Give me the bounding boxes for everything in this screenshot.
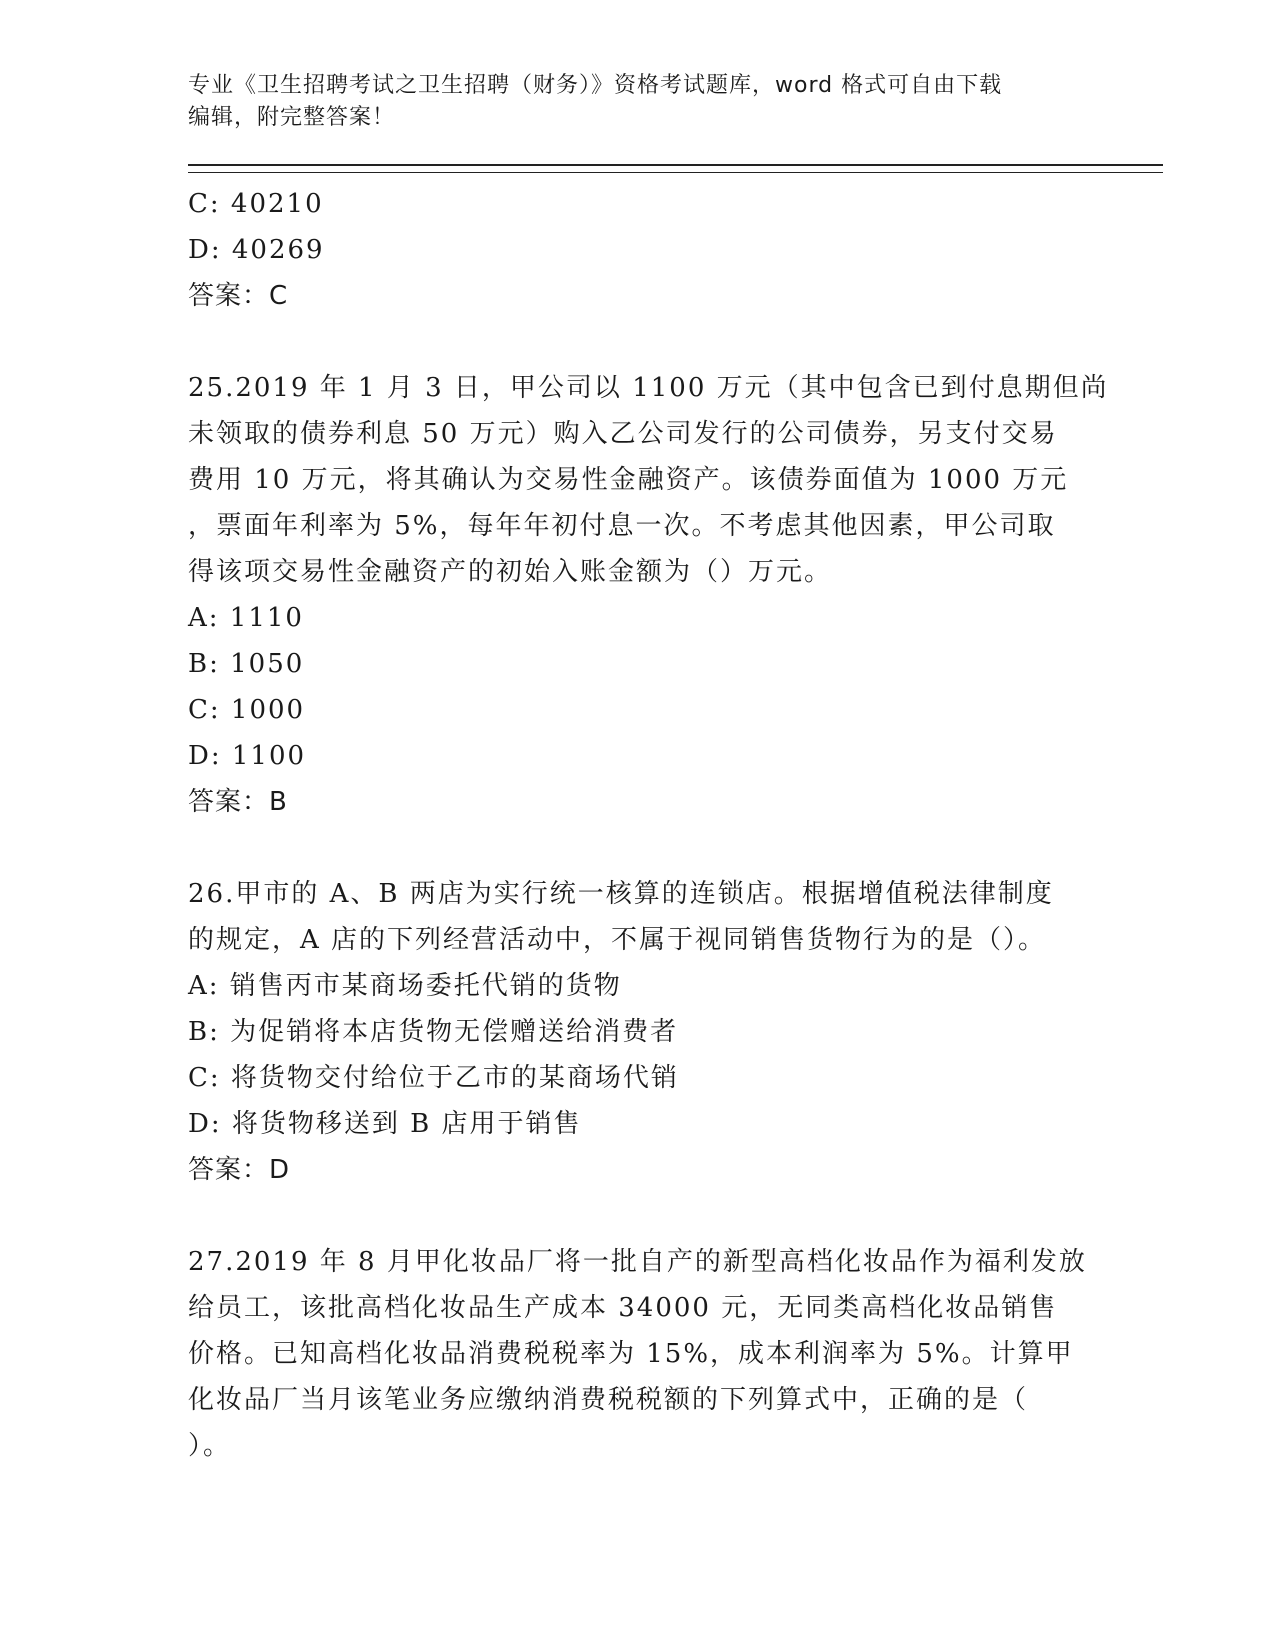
question-25 (188, 365, 1163, 825)
question-stem-line: 27.2019 年 8 月甲化妆品厂将一批自产的新型高档化妆品作为福利发放 (188, 1247, 1087, 1277)
question-stem-line: 得该项交易性金融资产的初始入账金额为（）万元。 (188, 557, 833, 587)
question-stem-line: 26.甲市的 A、B 两店为实行统一核算的连锁店。根据增值税法律制度 (188, 879, 1054, 909)
header-line-1: 专业《卫生招聘考试之卫生招聘（财务）》资格考试题库，word 格式可自由下载 (188, 73, 1003, 98)
question-stem-line: 费用 10 万元，将其确认为交易性金融资产。该债券面值为 1000 万元 (188, 465, 1069, 495)
question-27 (188, 1239, 1163, 1469)
question-stem-line: 价格。已知高档化妆品消费税税率为 15%，成本利润率为 5%。计算甲 (188, 1339, 1074, 1369)
question-stem-line: ，票面年利率为 5%，每年年初付息一次。不考虑其他因素，甲公司取 (188, 511, 1056, 541)
option-a: A: 1110 (188, 603, 304, 633)
document-header (188, 70, 1163, 134)
question-stem-line: 25.2019 年 1 月 3 日，甲公司以 1100 万元（其中包含已到付息期但尚 (188, 373, 1109, 403)
option-d: D: 40269 (188, 235, 325, 265)
option-c: C: 将货物交付给位于乙市的某商场代销 (188, 1063, 679, 1093)
answer-line: 答案：C (188, 281, 289, 311)
option-c: C: 1000 (188, 695, 306, 725)
header-divider (188, 164, 1163, 173)
document-page (188, 70, 1163, 1469)
answer-line: 答案：B (188, 787, 288, 817)
header-line-2: 编辑，附完整答案！ (188, 105, 396, 130)
document-body (188, 181, 1163, 1469)
option-c: C: 40210 (188, 189, 324, 219)
answer-line: 答案：D (188, 1155, 291, 1185)
question-stem-line: ）。 (188, 1431, 232, 1461)
option-b: B: 1050 (188, 649, 305, 679)
question-stem-line: 未领取的债券利息 50 万元）购入乙公司发行的公司债券，另支付交易 (188, 419, 1058, 449)
option-d: D: 将货物移送到 B 店用于销售 (188, 1109, 582, 1139)
option-b: B: 为促销将本店货物无偿赠送给消费者 (188, 1017, 679, 1047)
question-stem-line: 的规定，A 店的下列经营活动中，不属于视同销售货物行为的是（）。 (188, 925, 1047, 955)
option-d: D: 1100 (188, 741, 307, 771)
option-a: A: 销售丙市某商场委托代销的货物 (188, 971, 622, 1001)
question-stem-line: 给员工，该批高档化妆品生产成本 34000 元，无同类高档化妆品销售 (188, 1293, 1058, 1323)
question-stem-line: 化妆品厂当月该笔业务应缴纳消费税税额的下列算式中，正确的是（ (188, 1385, 1029, 1415)
question-26 (188, 871, 1163, 1193)
